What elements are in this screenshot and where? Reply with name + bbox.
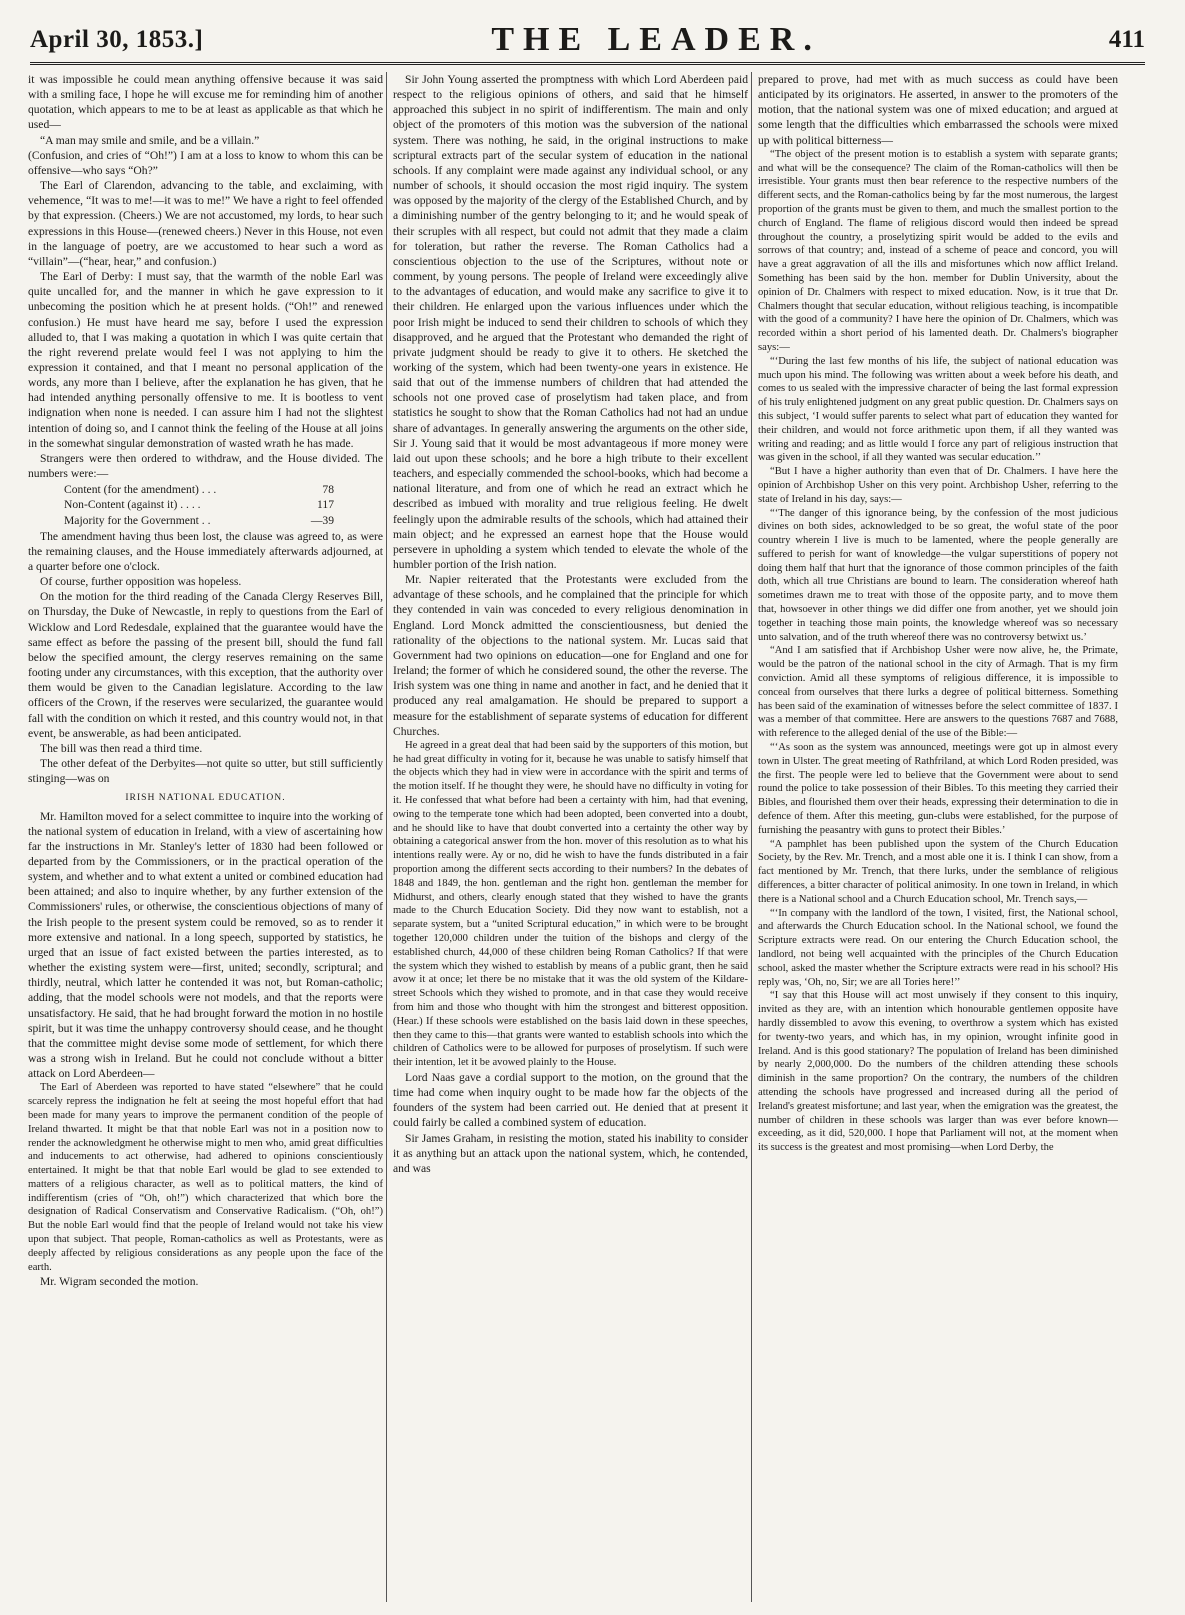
paragraph: (Confusion, and cries of “Oh!”) I am at a loss to know to whom this can be offensive—who says “Oh?” (28, 148, 383, 177)
quotation: “A man may smile and smile, and be a villain.” (40, 133, 260, 147)
column-divider (386, 72, 387, 1602)
paragraph: The Earl of Aberdeen was reported to have stated “elsewhere” that he could scarcely repress the indignation he felt at seeing the most hopeful effort that had been made for many years to improve the permanent condition of the people of Ireland thwarted. It might be that that noble Earl was not in a position now to render the acknowledgment he otherwise might to men who, amid great difficulties and inducements to act otherwise, had adhered to opinions conscientiously entertained. It might be that that noble Earl would be glad to see extended to matters of a religious character, as well as to political matters, the kind of indifferentism (cries of “Oh, oh!”) which characterized that which bore the designation of Radical Conservatism and Conservative Radicalism. (“Oh, oh!”) But the noble Earl would find that the people of Ireland would not take his view upon that subject. That people, Roman-catholics as well as Protestants, were as deeply affected by religious considerations as any people upon the face of the earth. (28, 1082, 383, 1273)
column-1 (28, 72, 383, 1602)
division-label: Non-Content (against it) . . . . (64, 498, 201, 512)
division-row (64, 497, 334, 512)
paragraph: “‘The danger of this ignorance being, by the confession of the most judicious divines on both sides, acknowledged to be so great, the woful state of the poor country wherein I live is much to be lamented, where the people generally are suffered to perish for want of knowledge—the vulgar superstitions of popery not doing them half that hurt that the ignorance of those common principles of the faith doth, which all true Christians are bound to learn. The consideration whereof hath sometimes drawn me to treat with those of the opposite party, and to move them that, howsoever in other things we did differ one from another, yet we should join together in teaching those main points, the knowledge whereof was so necessary unto salvation, and of the truth whereof there was no controversy betwixt us.’ (758, 507, 1118, 643)
division-label: Content (for the amendment) . . . (64, 483, 217, 497)
division-row (64, 482, 334, 497)
page-number: 411 (1108, 26, 1145, 53)
paragraph: The bill was then read a third time. (40, 741, 203, 755)
paragraph: The Earl of Derby: I must say, that the warmth of the noble Earl was quite uncalled for, and the manner in which he gave expression to it unbecoming the position which he at present holds. (“Oh!” and renewed confusion.) He must have heard me say, before I used the expression alluded to, that I was making a quotation in which I was quite certain that the right reverend prelate would feel I was not applying to him the expression it contained, and that I meant no personal application of the words, any more than I believe, after the explanation he has given, that he had intended anything personally offensive to me. It is bootless to vent indignation when none is needed. I can assure him I had not the slightest intention of doing so, and I cannot think the feeling of the House at all joins in the somewhat singular demonstration of wasted wrath he has made. (28, 270, 383, 450)
paragraph: “And I am satisfied that if Archbishop Usher were now alive, he, the Primate, would be the patron of the national school in the city of Armagh. That is my firm conviction. Amid all these symptoms of religious difference, it is impossible to conceal from ourselves that there lurks a degree of political bitterness. Something has been said of the examination of witnesses before the select committee of 1837. I was a member of that committee. Here are answers to the questions 7687 and 7688, with reference to the alleged denial of the use of the Bible:— (758, 645, 1118, 740)
column-2 (393, 72, 748, 1602)
division-label: Majority for the Government . . (64, 513, 211, 527)
column-divider (751, 72, 752, 1602)
division-value: 78 (322, 483, 334, 497)
masthead (30, 18, 1145, 65)
paragraph: “The object of the present motion is to establish a system with separate grants; and what will be the consequence? The claim of the Roman-catholics will then be irresistible. Your grants must then bear reference to the respective numbers of the different sects, and the Roman-catholics being by far the most numerous, the largest proportion of the grants must be given to them, and much the smallest portion to the church of England. The flame of religious discord would then indeed be spread throughout the country, a proselytizing spirit would be added to the evils and sorrows of that country; and, instead of a scheme of peace and concord, you will have a great aggravation of all the ills and misfortunes which now afflict Ireland. Something has been said by the hon. member for Dublin University, about the opinion of Dr. Chalmers with respect to mixed education. Now, is it true that Dr. Chalmers thought that secular education, without religious teaching, is incompatible with the good of a community? I have here the opinion of Dr. Chalmers, which was recorded within a short period of his lamented death. Dr. Chalmers's biographer says:— (758, 148, 1118, 353)
paragraph: Of course, further opposition was hopeless. (40, 575, 242, 589)
paragraph: Sir John Young asserted the promptness with which Lord Aberdeen paid respect to the religious opinions of others, and said that he himself approached this subject in no spirit of indifferentism. The main and only object of the promoters of this motion was the subversion of the national system. There was nothing, he said, in the original instructions to make scriptural extracts part of the secular system of education in the national schools. If any complaint were made against any individual school, or any number of schools, it should occasion the most rigid inquiry. The system was opposed by the majority of the clergy of the Established Church, and by a diminishing number of the gentry belonging to it; and he would speak of their scruples with all respect, but could not admit that they made a claim for toleration, but rather the reverse. The Roman Catholics had a conscientious objection to the use of the Scriptures, without note or comment, by young persons. The people of Ireland were exceedingly alive to the advantages of education, and would make any sacrifice to give it to their children. He enlarged upon the various influences under which the poor Irish might be induced to send their children to schools of which they disapproved, and he argued that the Protestant who demanded the right of private judgment should be ready to give it to others. He sketched the working of the system, which had been twenty-one years in existence. He said that out of the immense numbers of children that had attended the schools not one proved case of proselytism had taken place, and from statistics he sought to show that the Roman Catholics had not had an undue share of advantages. In generally answering the arguments on the other side, Sir J. Young said that it would be most advantageous if more money were laid out upon these schools; and he bore a high tribute to their excellent teachers, and especially commended the school-books, which had become a national literature, and from one of which he read an extract which he described as imbued with morality and true religious feeling. He dwelt feelingly upon the admirable results of the schools, which had attained their main object; and he expressed an earnest hope that the House would persevere in upholding a system which tended to elevate the whole of the humbler portion of the Irish nation. (393, 73, 748, 571)
paragraph: Sir James Graham, in resisting the motion, stated his inability to consider it as anything but an attack upon the national system, which, he contended, and was (393, 1131, 748, 1175)
paragraph: Lord Naas gave a cordial support to the motion, on the ground that the time had come when inquiry ought to be made how far the objects of the founders of the system had been carried out. He denied that at present it could fairly be called a combined system of education. (393, 1071, 748, 1130)
paragraph: Mr. Napier reiterated that the Protestants were excluded from the advantage of these schools, and he complained that the principle for which they contended in vain was conceded to every religious denomination in England. Lord Monck admitted the conscientiousness, but denied the rationality of the objections to the national system. Mr. Lucas said that Government had two opinions on education—one for England and one for Ireland; the former of which he considered sound, the other the reverse. The Irish system was one thing in name and another in fact, and he denied that it produced any real amalgamation. He should be prepared to support a measure for the establishment of separate systems of education for different Churches. (393, 573, 748, 738)
paragraph: it was impossible he could mean anything offensive because it was said with a smiling face, I hope he will excuse me for reminding him of another quotation, which appears to me to be at least as applicable as that which he used— (28, 73, 383, 132)
paragraph: The Earl of Clarendon, advancing to the table, and exclaiming, with vehemence, “It was to me!—it was to me!” We have a right to feel offended by that expression. (Cheers.) We are not accustomed, my lords, to hear such expressions in this House—(renewed cheers.) Never in this House, not even in the language of poetry, are we accustomed to hear such a word as “villain”—(“hear, hear,” and confusion.) (28, 179, 383, 268)
paragraph: “I say that this House will act most unwisely if they consent to this inquiry, invited as they are, with an intention which honourable gentlemen opposite have hardly dissembled to avow this evening, to overthrow a system which has existed for twenty-two years, and which has, in my opinion, wrought infinite good in Ireland. And is this good stationary? The population of Ireland has been diminished by nearly 2,000,000. Do the numbers of the children attending these schools diminish in the same proportion? On the contrary, the numbers of the children attending the schools have progressed and increased during all the period of Ireland's greatest misfortune; and last year, when the emigration was the greatest, the number of children in these schools was larger than was ever before known—exceeding, as it did, 520,000. I hope that Parliament will not, at the moment when its success is the greatest and most promising—when Lord Derby, the (758, 990, 1118, 1154)
paragraph: “But I have a higher authority than even that of Dr. Chalmers. I have here the opinion of Archbishop Usher on this very point. Archbishop Usher, referring to the state of Ireland in his day, says:— (758, 466, 1118, 505)
paragraph: On the motion for the third reading of the Canada Clergy Reserves Bill, on Thursday, the Duke of Newcastle, in reply to questions from the Earl of Wicklow and Lord Redesdale, explained that the guarantee would have the same effect as before the passing of the present bill, should the fund fall below the specified amount, the clergy reserves remaining on the same footing under any circumstances, with this exception, that the authority over them would be given to the Canadian legislature. According to the law officers of the Crown, if the reserves were secularized, the guarantee would fall with the condition on which it rested, and this country would not, in that event, be answerable, as had been anticipated. (28, 590, 383, 740)
newspaper-title: THE LEADER. (491, 21, 821, 58)
paragraph: “‘As soon as the system was announced, meetings were got up in almost every town in Ulster. The great meeting of Rathfriland, at which Lord Roden presided, was the first. The people were led to believe that the Government were about to send round the police to take possession of their Bibles. To this meeting they carried their Bibles, and flourished them over their heads, expressing their determination to die in defence of them. After this meeting, gun-clubs were established, for the purpose of furnishing the peasantry with guns to protect their Bibles.’ (758, 742, 1118, 836)
paragraph: prepared to prove, had met with as much success as could have been anticipated by its originators. He asserted, in answer to the promoters of the motion, that the national system was one of mixed education; and argued at some length that the difficulties which embarrassed the schools were mixed up with political bitterness— (758, 73, 1118, 147)
paragraph: Strangers were then ordered to withdraw, and the House divided. The numbers were:— (28, 451, 383, 481)
paragraph: He agreed in a great deal that had been said by the supporters of this motion, but he had great difficulty in voting for it, because he was unable to satisfy himself that the objects which they had in view were in accordance with the spirit and terms of the motion itself. If he thought they were, he should have no difficulty in voting for it. He confessed that what before had been a certainty with him, had that evening, owing to the temperate tone which had been adopted, been converted into a doubt, and he should like to have that doubt converted into a certainty the other way by obtaining a categorical answer from the hon. mover of this resolution as to what his intentions really were. Ay or no, did he wish to have the funds distributed in a fair proportion among the different sects according to their numbers? In the debates of 1848 and 1849, the hon. gentleman and the right hon. gentleman the member for Midhurst, and others, clearly enough stated that they wished to have the grants made to the Church Education Society. Did they now want to establish, not a separate system, but a “united Scriptural education,” in which were to be brought together 120,000 children under the tuition of the bishops and clergy of the established church, 44,000 of these children being Roman Catholics? If that were the system which they wished to establish by means of a public grant, then he said avow it at once; let there be no mistake that it was the old system of the Kildare-street Schools which they wished to promote, and in that case they would receive from him and those who thought with him the strongest and bitterest opposition. (Hear.) If these schools were established on the basis laid down in these speeches, then they came to this—that grants were wanted to establish schools into which the children of Catholics were to be allowed for purposes of proselytism. If such were their intention, let it be avowed plainly to the House. (393, 739, 748, 1069)
paragraph: Mr. Wigram seconded the motion. (40, 1275, 199, 1289)
division-value: —39 (310, 513, 334, 527)
issue-date: April 30, 1853.] (30, 26, 204, 53)
paragraph: “‘In company with the landlord of the town, I visited, first, the National school, and afterwards the Church Education school. In the National school, we found the Scripture extracts were read. On our entering the Church Education school, the landlord, not being well acquainted with the principles of the Church Education school, asked the master whether the Scripture extracts were read in his school? His reply was, ‘Oh, no, Sir; we are all Tories here!’’ (758, 907, 1118, 988)
column-3 (758, 72, 1118, 1602)
paragraph: “‘During the last few months of his life, the subject of national education was much upon his mind. The following was written about a week before his death, and comes to us sealed with the impressive character of being the last formal expression of his truly enlightened judgment on any great public question. Dr. Chalmers says on this subject, ‘I would suffer parents to select what part of education they wanted for their children, and would not force arithmetic upon them, if all they wanted was writing and reading; and as little would I force any part of religious instruction that was given in the school, if all they wanted was secular education.’’ (758, 355, 1118, 464)
division-results (64, 482, 383, 527)
paragraph: “A pamphlet has been published upon the system of the Church Education Society, by the Rev. Mr. Trench, and a most able one it is. I think I can show, from a fact mentioned by Mr. Trench, that there lurks, under the semblance of religious differences, a bitter character of political animosity. In one town in Ireland, in which there is a National school and a Church Education school, Mr. Trench says,— (758, 838, 1118, 905)
section-heading: IRISH NATIONAL EDUCATION. (125, 792, 286, 804)
division-row (64, 513, 334, 528)
paragraph: Mr. Hamilton moved for a select committee to inquire into the working of the national system of education in Ireland, with a view of ascertaining how far the instructions in Mr. Stanley's letter of 1830 had been followed or departed from by the Commissioners, or in the practical operation of the system, and whether and to what extent a united or combined education had been attained; and also to inquire whether, by any further extension of the Commissioners' rules, or otherwise, the conscientious objections of many of the Irish people to the present system could be removed, so as to render it more extensive and national. In a long speech, supported by statistics, he urged that an issue of fact existed between the parties interested, as to whether the existing system were—first, united; secondly, scriptural; and thirdly, neutral, which latter he contended it was not, but Roman-catholic; adding, that the model schools were not models, and that the reports were unsatisfactory. He said, that he had brought forward the motion in no hostile spirit, but it was time the unhappy controversy should cease, and he thought that the committee might devise some mode of settlement, for which there was a strong wish in Ireland. But he could not conclude without a bitter attack on Lord Aberdeen— (28, 809, 383, 1081)
paragraph: The other defeat of the Derbyites—not quite so utter, but still sufficiently stinging—was on (28, 757, 383, 786)
division-value: 117 (317, 498, 334, 512)
paragraph: The amendment having thus been lost, the clause was agreed to, as were the remaining clauses, and the House immediately afterwards adjourned, at a quarter before one o'clock. (28, 529, 383, 573)
